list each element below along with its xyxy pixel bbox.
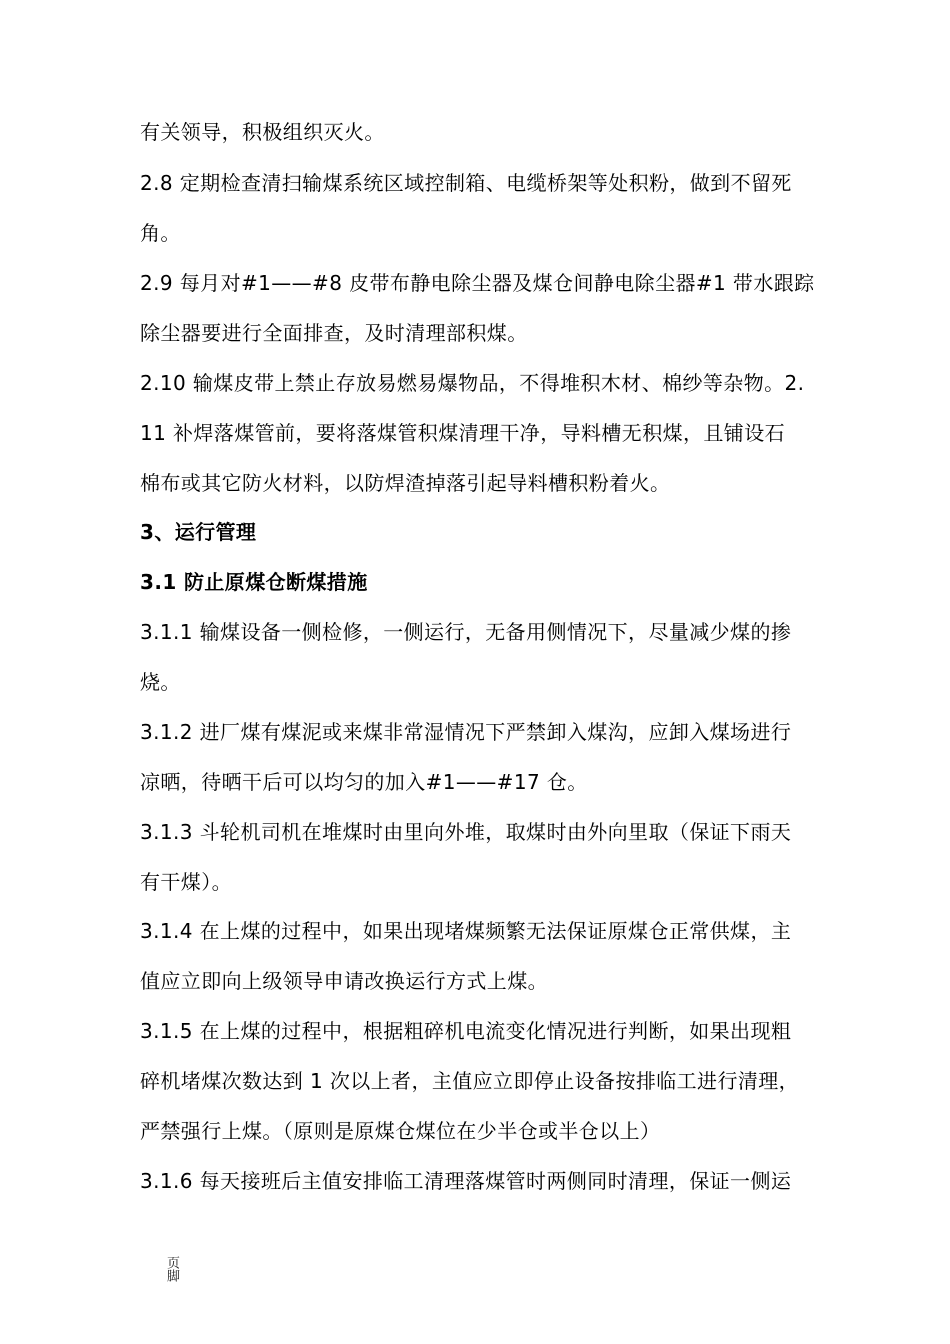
text-line-3: 角。 bbox=[140, 221, 181, 245]
text-line-4: 2.9 每月对#1——#8 皮带布静电除尘器及煤仓间静电除尘器#1 带水跟踪 bbox=[140, 271, 815, 295]
text-line-18: 值应立即向上级领导申请改换运行方式上煤。 bbox=[140, 969, 548, 993]
text-line-20: 碎机堵煤次数达到 1 次以上者，主值应立即停止设备按排临工进行清理， bbox=[140, 1069, 800, 1093]
text-line-2: 2.8 定期检查清扫输煤系统区域控制箱、电缆桥架等处积粉，做到不留死 bbox=[140, 171, 792, 195]
subsection-heading: 3.1 防止原煤仓断煤措施 bbox=[140, 570, 368, 594]
text-line-17: 3.1.4 在上煤的过程中，如果出现堵煤频繁无法保证原煤仓正常供煤，主 bbox=[140, 919, 792, 943]
text-line-19: 3.1.5 在上煤的过程中，根据粗碎机电流变化情况进行判断，如果出现粗 bbox=[140, 1019, 792, 1043]
text-line-15: 3.1.3 斗轮机司机在堆煤时由里向外堆，取煤时由外向里取（保证下雨天 bbox=[140, 820, 792, 844]
text-line-11: 3.1.1 输煤设备一侧检修，一侧运行，无备用侧情况下，尽量减少煤的掺 bbox=[140, 620, 792, 644]
text-line-1: 有关领导，积极组织灭火。 bbox=[140, 120, 385, 144]
text-line-22: 3.1.6 每天接班后主值安排临工清理落煤管时两侧同时清理，保证一侧运 bbox=[140, 1169, 792, 1193]
text-line-21: 严禁强行上煤。（原则是原煤仓煤位在少半仓或半仓以上） bbox=[140, 1119, 661, 1143]
text-line-12: 烧。 bbox=[140, 670, 181, 694]
page-footer: 页脚 bbox=[164, 1256, 179, 1282]
text-line-6: 2.10 输煤皮带上禁止存放易燃易爆物品，不得堆积木材、棉纱等杂物。2. bbox=[140, 371, 805, 395]
text-line-16: 有干煤）。 bbox=[140, 870, 232, 894]
text-line-5: 除尘器要进行全面排查，及时清理部积煤。 bbox=[140, 321, 528, 345]
text-line-14: 凉晒，待晒干后可以均匀的加入#1——#17 仓。 bbox=[140, 770, 588, 794]
section-heading: 3、运行管理 bbox=[140, 520, 257, 544]
text-line-13: 3.1.2 进厂煤有煤泥或来煤非常湿情况下严禁卸入煤沟，应卸入煤场进行 bbox=[140, 720, 792, 744]
text-line-7: 11 补焊落煤管前，要将落煤管积煤清理干净，导料槽无积煤，且铺设石 bbox=[140, 421, 786, 445]
text-line-8: 棉布或其它防火材料，以防焊渣掉落引起导料槽积粉着火。 bbox=[140, 471, 671, 495]
